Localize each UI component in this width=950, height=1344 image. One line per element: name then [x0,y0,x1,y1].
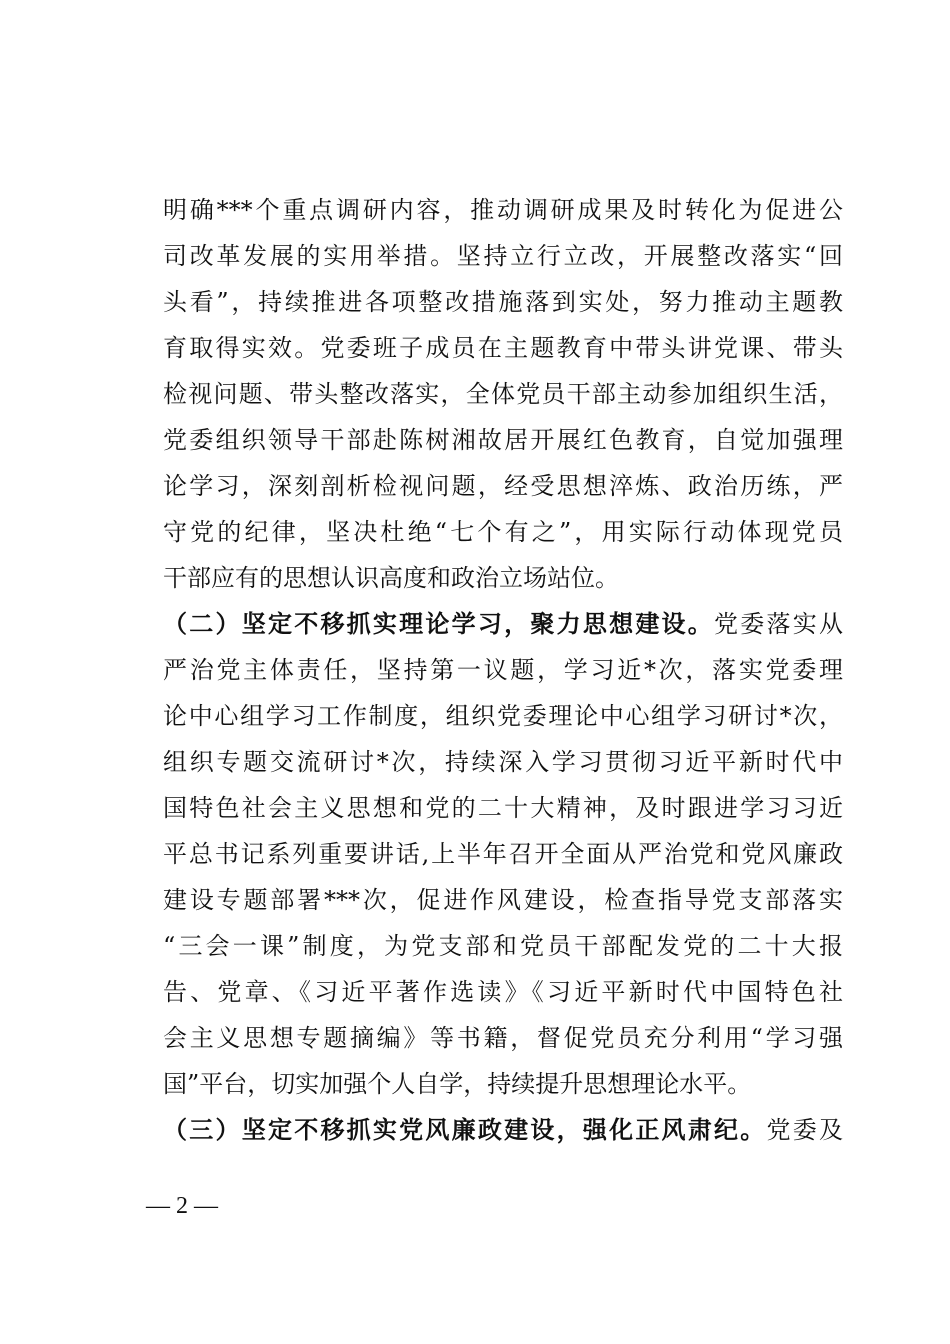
body-line: 国”平台，切实加强个人自学，持续提升思想理论水平。 [163,1070,752,1098]
body-line: 司改革发展的实用举措。坚持立行立改，开展整改落实“回 [163,242,843,270]
body-line: 会主义思想专题摘编》等书籍，督促党员充分利用“学习强 [163,1024,843,1052]
body-line: 论学习，深刻剖析检视问题，经受思想淬炼、政治历练，严 [163,472,843,500]
body-line: 育取得实效。党委班子成员在主题教育中带头讲党课、带头 [163,334,843,362]
body-line: 国特色社会主义思想和党的二十大精神，及时跟进学习习近 [163,794,843,822]
section-heading: （二）坚定不移抓实理论学习，聚力思想建设。 [163,609,715,638]
body-line: 干部应有的思想认识高度和政治立场站位。 [163,564,619,592]
body-line: 论中心组学习工作制度，组织党委理论中心组学习研讨*次， [163,702,843,730]
body-line: 头看”，持续推进各项整改措施落到实处，努力推动主题教 [163,288,843,316]
body-line: 平总书记系列重要讲话,上半年召开全面从严治党和党风廉政 [163,840,843,868]
body-line: 严治党主体责任，坚持第一议题，学习近*次，落实党委理 [163,656,843,684]
page-number: — 2 — [146,1193,218,1219]
body-line: “三会一课”制度，为党支部和党员干部配发党的二十大报 [163,932,843,960]
body-line: 守党的纪律，坚决杜绝“七个有之”，用实际行动体现党员 [163,518,843,546]
body-line: 明确***个重点调研内容，推动调研成果及时转化为促进公 [163,196,843,224]
section-heading-rest: 党委落实从 [714,610,844,638]
section-heading: （三）坚定不移抓实党风廉政建设，强化正风肃纪。 [163,1115,767,1144]
section-heading-line [163,1110,843,1150]
section-heading-line [163,604,843,644]
body-line: 组织专题交流研讨*次，持续深入学习贯彻习近平新时代中 [163,748,843,776]
body-line: 检视问题、带头整改落实，全体党员干部主动参加组织生活， [163,380,843,408]
section-heading-rest: 党委及 [766,1116,844,1144]
body-line: 建设专题部署***次，促进作风建设，检查指导党支部落实 [163,886,843,914]
body-line: 告、党章、《习近平著作选读》《习近平新时代中国特色社 [163,978,843,1006]
body-line: 党委组织领导干部赴陈树湘故居开展红色教育，自觉加强理 [163,426,843,454]
